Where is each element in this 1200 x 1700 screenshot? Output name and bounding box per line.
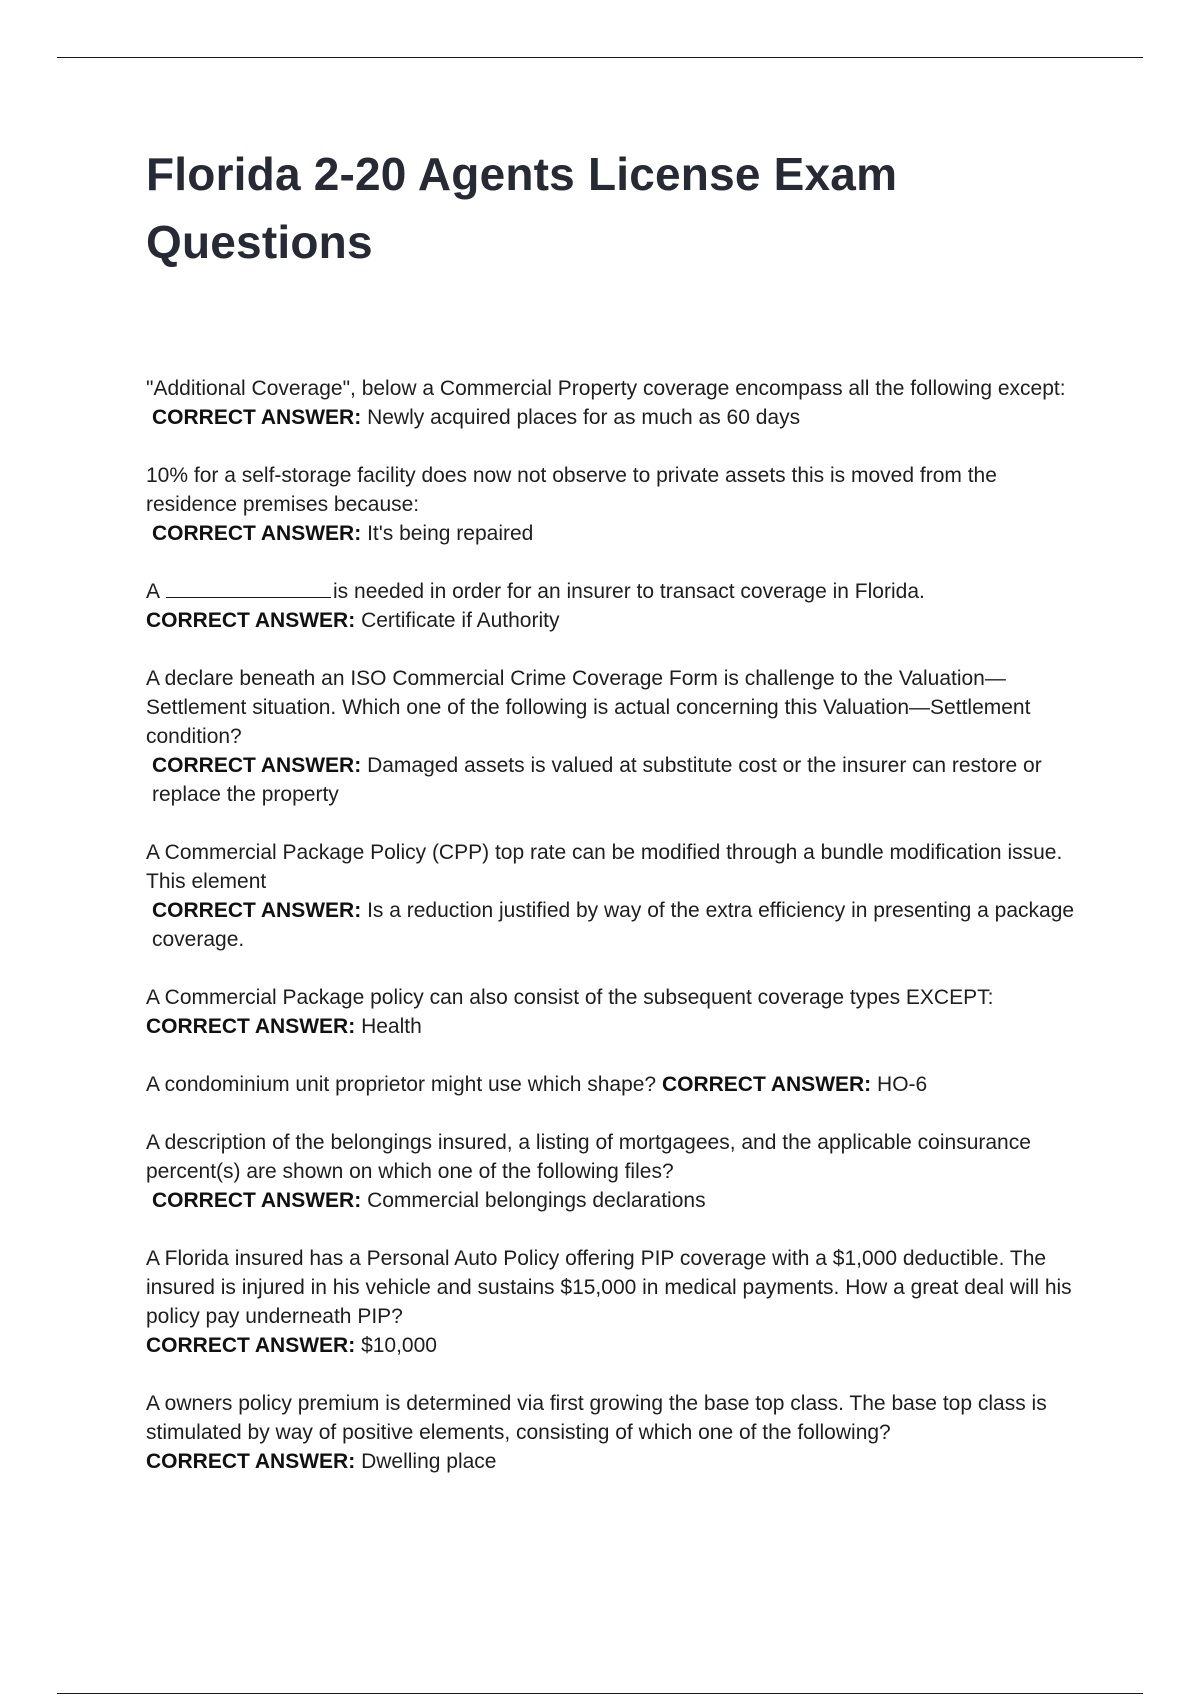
qa-list [146,374,1086,1476]
answer-label: CORRECT ANSWER: [152,1189,362,1212]
question-text: A description of the belongings insured, a listing of mortgagees, and the applicable coinsurance percent(s) are shown on which one of the following files? [146,1131,1031,1183]
answer-text: Commercial belongings declarations [367,1189,706,1212]
answer-text: $10,000 [361,1334,437,1357]
answer-line [662,1073,927,1096]
qa-item-10 [146,1389,1086,1476]
qa-item-1 [146,374,1086,432]
answer-line [146,1186,1086,1215]
qa-item-6 [146,983,1086,1041]
qa-item-2 [146,461,1086,548]
question-text [146,580,925,603]
question-text: 10% for a self-storage facility does now not observe to private assets this is moved from the residence premises because: [146,464,997,516]
answer-line [146,751,1086,809]
qa-item-9 [146,1244,1086,1360]
answer-line [146,519,1086,548]
answer-line [146,1012,1086,1041]
top-rule [57,57,1143,58]
answer-text: Health [361,1015,422,1038]
answer-text: Dwelling place [361,1450,497,1473]
answer-label: CORRECT ANSWER: [661,1073,872,1096]
answer-label: CORRECT ANSWER: [152,754,362,777]
document-title [146,140,1086,276]
qa-item-3 [146,577,1086,635]
answer-line [146,403,1086,432]
answer-text: HO-6 [877,1073,928,1096]
answer-label: CORRECT ANSWER: [152,899,362,922]
answer-line [146,1331,1086,1360]
fill-in-blank [166,577,331,598]
qa-item-8 [146,1128,1086,1215]
question-text: A condominium unit proprietor might use which shape? [146,1073,657,1096]
question-text: A declare beneath an ISO Commercial Crime Coverage Form is challenge to the Valuation—Settlement situation. Which one of the following is actual concerning this Valuation—Settlement condition? [146,667,1031,748]
question-text: "Additional Coverage", below a Commercial Property coverage encompass all the following except: [146,377,1066,400]
question-text: A Commercial Package Policy (CPP) top rate can be modified through a bundle modification issue. This element [146,841,1063,893]
answer-text: It's being repaired [367,522,534,545]
answer-text: Newly acquired places for as much as 60 days [367,406,801,429]
qa-item-7 [146,1070,1086,1099]
question-text: A Commercial Package policy can also consist of the subsequent coverage types EXCEPT: [146,986,994,1009]
answer-label: CORRECT ANSWER: [146,1015,356,1038]
qa-item-5 [146,838,1086,954]
answer-text: Damaged assets is valued at substitute cost or the insurer can restore or replace the property [152,754,1042,806]
question-text-after-blank: is needed in order for an insurer to transact coverage in Florida. [333,580,925,603]
document-body [146,140,1086,1505]
bottom-rule [57,1693,1143,1694]
answer-label: CORRECT ANSWER: [152,406,362,429]
answer-text: Certificate if Authority [361,609,560,632]
answer-text: Is a reduction justified by way of the extra efficiency in presenting a package coverage. [152,899,1075,951]
title-line-1: Florida 2-20 Agents License Exam [146,148,898,200]
question-text: A Florida insured has a Personal Auto Policy offering PIP coverage with a $1,000 deductible. The insured is injured in his vehicle and sustains $15,000 in medical payments. How a great deal will his policy pay underneath PIP? [146,1247,1072,1328]
answer-label: CORRECT ANSWER: [152,522,362,545]
question-text-before-blank: A [146,580,161,603]
title-line-2: Questions [146,216,373,268]
answer-line [146,896,1086,954]
question-text: A owners policy premium is determined via first growing the base top class. The base top class is stimulated by way of positive elements, consisting of which one of the following? [146,1392,1047,1444]
answer-label: CORRECT ANSWER: [146,1334,356,1357]
answer-line [146,1447,1086,1476]
answer-label: CORRECT ANSWER: [146,1450,356,1473]
answer-line [146,606,1086,635]
qa-item-4 [146,664,1086,809]
answer-label: CORRECT ANSWER: [146,609,356,632]
